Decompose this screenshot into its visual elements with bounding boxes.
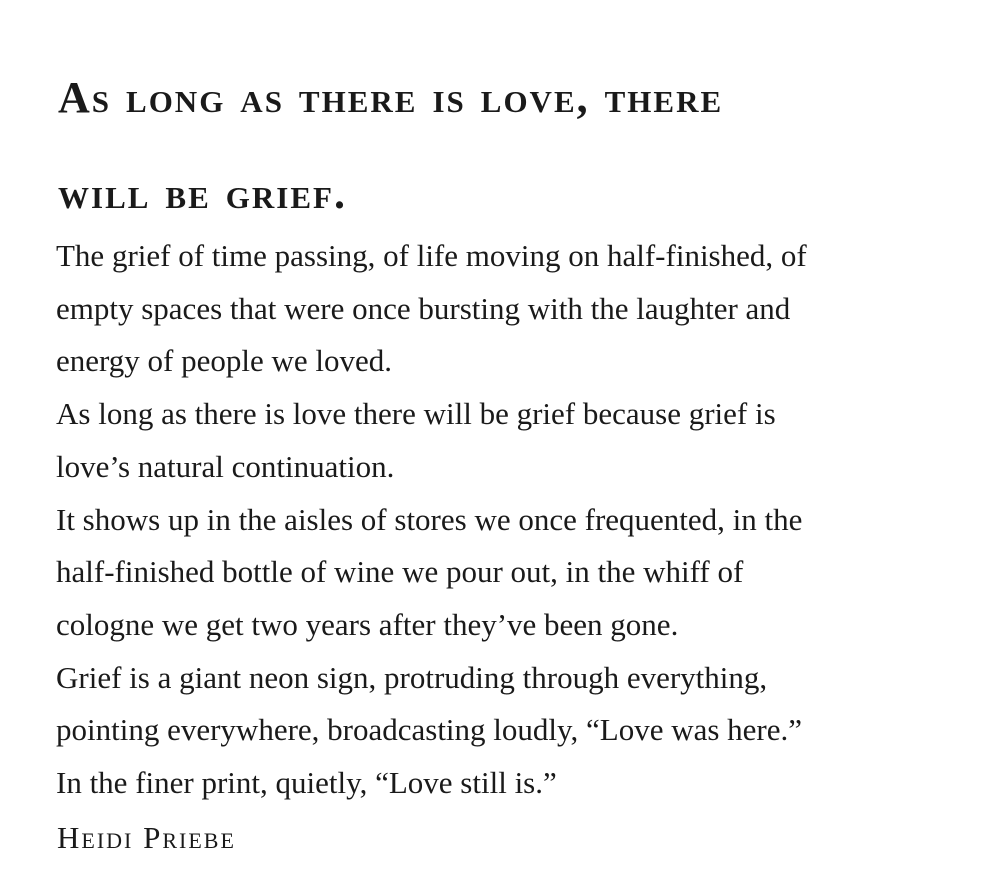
quote-author: Heidi Priebe	[57, 820, 236, 855]
body-line: energy of people we loved.	[56, 343, 393, 379]
body-line: empty spaces that were once bursting with the laughter and	[56, 290, 791, 326]
quote-title	[58, 50, 958, 242]
body-line: half-finished bottle of wine we pour out, in the whiff of	[56, 554, 744, 590]
title-line: will be grief.	[58, 169, 347, 218]
body-line: As long as there is love there will be grief because grief is	[56, 396, 776, 432]
body-line: The grief of time passing, of life moving on half-finished, of	[56, 238, 807, 273]
body-line: cologne we get two years after they’ve been gone.	[56, 606, 679, 642]
quote-body	[56, 230, 976, 810]
body-line: It shows up in the aisles of stores we once frequented, in the	[56, 501, 803, 537]
body-line: pointing everywhere, broadcasting loudly, “Love was here.”	[56, 712, 803, 748]
title-line: As long as there is love, there	[58, 73, 724, 122]
body-line: In the finer print, quietly, “Love still is.”	[56, 765, 557, 801]
body-line: Grief is a giant neon sign, protruding through everything,	[56, 659, 768, 695]
body-line: love’s natural continuation.	[56, 448, 395, 484]
